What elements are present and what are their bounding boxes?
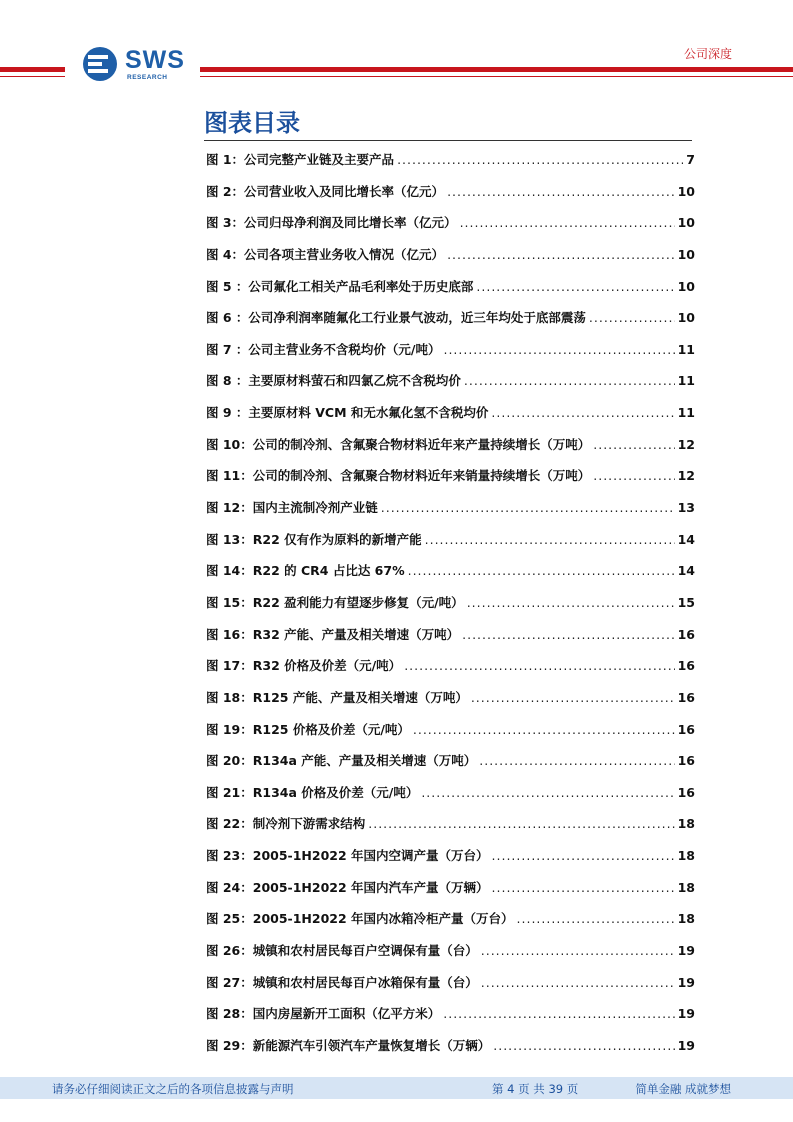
toc-entry-page: 13 bbox=[677, 500, 695, 516]
toc-entry[interactable] bbox=[206, 814, 695, 846]
toc-leader-dots bbox=[479, 753, 674, 768]
toc-entry-page: 11 bbox=[677, 373, 695, 389]
toc-entry-label: 图 14：R22 的 CR4 占比达 67% bbox=[206, 563, 405, 579]
toc-entry[interactable] bbox=[206, 1036, 695, 1068]
toc-entry-page: 10 bbox=[677, 183, 695, 199]
toc-entry[interactable] bbox=[206, 530, 695, 562]
toc-leader-dots bbox=[593, 468, 674, 483]
toc-entry-label: 图 4：公司各项主营业务收入情况（亿元） bbox=[206, 246, 445, 262]
toc-leader-dots bbox=[492, 848, 675, 863]
toc-entry[interactable] bbox=[206, 308, 695, 340]
toc-leader-dots bbox=[517, 911, 675, 926]
toc-leader-dots bbox=[464, 373, 675, 388]
toc-entry-label: 图 19：R125 价格及价差（元/吨） bbox=[206, 721, 410, 737]
toc-entry[interactable] bbox=[206, 466, 695, 498]
toc-leader-dots bbox=[460, 215, 675, 230]
toc-entry-page: 10 bbox=[677, 310, 695, 326]
toc-leader-dots bbox=[471, 690, 675, 705]
toc-entry[interactable] bbox=[206, 213, 695, 245]
toc-entry[interactable] bbox=[206, 150, 695, 182]
toc-entry-label: 图 25：2005-1H2022 年国内冰箱冷柜产量（万台） bbox=[206, 911, 514, 927]
toc-entry-page: 15 bbox=[677, 594, 695, 610]
toc-entry-label: 图 22：制冷剂下游需求结构 bbox=[206, 816, 366, 832]
toc-entry[interactable] bbox=[206, 1004, 695, 1036]
toc-leader-dots bbox=[397, 152, 683, 167]
toc-leader-dots bbox=[404, 658, 674, 673]
toc-entry-page: 16 bbox=[677, 658, 695, 674]
toc-entry-label: 图 2：公司营业收入及同比增长率（亿元） bbox=[206, 183, 445, 199]
toc-entry-label: 图 9 ：主要原材料 VCM 和无水氟化氢不含税均价 bbox=[206, 405, 489, 421]
toc-entry-page: 7 bbox=[686, 152, 695, 167]
toc-entry-page: 12 bbox=[677, 468, 695, 484]
toc-entry-page: 16 bbox=[677, 721, 695, 737]
header-thin-rule-right bbox=[200, 76, 793, 77]
toc-entry-page: 16 bbox=[677, 753, 695, 769]
logo-subtext: RESEARCH bbox=[127, 74, 168, 81]
toc-leader-dots bbox=[476, 279, 674, 294]
toc-entry-page: 19 bbox=[677, 1006, 695, 1022]
report-type-label: 公司深度 bbox=[683, 47, 732, 61]
toc-entry-label: 图 3：公司归母净利润及同比增长率（亿元） bbox=[206, 215, 457, 231]
toc-entry-label: 图 29：新能源汽车引领汽车产量恢复增长（万辆） bbox=[206, 1037, 491, 1053]
toc-entry-label: 图 28：国内房屋新开工面积（亿平方米） bbox=[206, 1006, 441, 1022]
toc-leader-dots bbox=[425, 532, 675, 547]
toc-leader-dots bbox=[421, 785, 674, 800]
toc-entry-label: 图 23：2005-1H2022 年国内空调产量（万台） bbox=[206, 848, 489, 864]
toc-entry[interactable] bbox=[206, 182, 695, 214]
toc-leader-dots bbox=[492, 880, 675, 895]
toc-entry-label: 图 26：城镇和农村居民每百户空调保有量（台） bbox=[206, 943, 478, 959]
figure-toc bbox=[206, 150, 695, 1068]
toc-entry-page: 19 bbox=[677, 1037, 695, 1053]
toc-leader-dots bbox=[381, 500, 675, 515]
toc-entry[interactable] bbox=[206, 593, 695, 625]
toc-entry[interactable] bbox=[206, 973, 695, 1005]
toc-leader-dots bbox=[447, 184, 675, 199]
toc-entry-page: 19 bbox=[677, 974, 695, 990]
toc-entry-page: 10 bbox=[677, 278, 695, 294]
toc-entry-label: 图 18：R125 产能、产量及相关增速（万吨） bbox=[206, 689, 468, 705]
toc-entry-label: 图 8 ：主要原材料萤石和四氯乙烷不含税均价 bbox=[206, 373, 461, 389]
toc-entry-page: 11 bbox=[677, 341, 695, 357]
toc-entry-page: 10 bbox=[677, 215, 695, 231]
toc-entry[interactable] bbox=[206, 783, 695, 815]
toc-entry-page: 14 bbox=[677, 531, 695, 547]
toc-entry-label: 图 27：城镇和农村居民每百户冰箱保有量（台） bbox=[206, 974, 478, 990]
toc-entry-label: 图 7 ：公司主营业务不含税均价（元/吨） bbox=[206, 341, 441, 357]
title-divider bbox=[204, 140, 692, 141]
toc-entry[interactable] bbox=[206, 435, 695, 467]
toc-leader-dots bbox=[481, 975, 675, 990]
toc-entry-page: 16 bbox=[677, 689, 695, 705]
toc-entry[interactable] bbox=[206, 688, 695, 720]
toc-entry-label: 图 17：R32 价格及价差（元/吨） bbox=[206, 658, 402, 674]
toc-leader-dots bbox=[443, 1006, 674, 1021]
toc-entry-page: 10 bbox=[677, 246, 695, 262]
toc-entry-label: 图 15：R22 盈利能力有望逐步修复（元/吨） bbox=[206, 594, 464, 610]
toc-leader-dots bbox=[491, 405, 674, 420]
toc-entry-label: 图 16：R32 产能、产量及相关增速（万吨） bbox=[206, 626, 460, 642]
header-rule-left bbox=[0, 67, 65, 72]
toc-entry[interactable] bbox=[206, 403, 695, 435]
toc-entry-label: 图 13：R22 仅有作为原料的新增产能 bbox=[206, 531, 422, 547]
toc-entry[interactable] bbox=[206, 340, 695, 372]
footer-page-number: 第 4 页 共 39 页 bbox=[492, 1082, 579, 1096]
toc-leader-dots bbox=[589, 310, 675, 325]
toc-entry[interactable] bbox=[206, 561, 695, 593]
toc-entry-label: 图 1：公司完整产业链及主要产品 bbox=[206, 152, 395, 167]
toc-entry-label: 图 24：2005-1H2022 年国内汽车产量（万辆） bbox=[206, 879, 489, 895]
header-thin-rule-left bbox=[0, 76, 65, 77]
toc-entry-label: 图 5 ：公司氟化工相关产品毛利率处于历史底部 bbox=[206, 278, 474, 294]
toc-leader-dots bbox=[413, 722, 675, 737]
toc-leader-dots bbox=[593, 437, 674, 452]
toc-entry[interactable] bbox=[206, 846, 695, 878]
toc-entry-label: 图 20：R134a 产能、产量及相关增速（万吨） bbox=[206, 753, 477, 769]
page-title: 图表目录 bbox=[204, 109, 300, 137]
toc-entry[interactable] bbox=[206, 371, 695, 403]
toc-entry-page: 19 bbox=[677, 943, 695, 959]
toc-entry-label: 图 10：公司的制冷剂、含氟聚合物材料近年来产量持续增长（万吨） bbox=[206, 436, 591, 452]
toc-entry[interactable] bbox=[206, 625, 695, 657]
toc-leader-dots bbox=[462, 627, 674, 642]
toc-entry[interactable] bbox=[206, 878, 695, 910]
toc-leader-dots bbox=[481, 943, 675, 958]
toc-entry-page: 18 bbox=[677, 816, 695, 832]
toc-entry-page: 18 bbox=[677, 911, 695, 927]
toc-entry[interactable] bbox=[206, 941, 695, 973]
toc-entry-page: 14 bbox=[677, 563, 695, 579]
toc-entry[interactable] bbox=[206, 277, 695, 309]
toc-entry-page: 16 bbox=[677, 784, 695, 800]
toc-leader-dots bbox=[408, 563, 675, 578]
toc-leader-dots bbox=[368, 816, 674, 831]
toc-entry-label: 图 11：公司的制冷剂、含氟聚合物材料近年来销量持续增长（万吨） bbox=[206, 468, 591, 484]
footer-disclaimer: 请务必仔细阅读正文之后的各项信息披露与声明 bbox=[52, 1082, 294, 1096]
toc-leader-dots bbox=[467, 595, 675, 610]
toc-entry-page: 18 bbox=[677, 879, 695, 895]
toc-entry[interactable] bbox=[206, 909, 695, 941]
toc-entry[interactable] bbox=[206, 498, 695, 530]
toc-leader-dots bbox=[447, 247, 675, 262]
toc-entry-label: 图 6 ：公司净利润率随氟化工行业景气波动，近三年均处于底部震荡 bbox=[206, 310, 586, 326]
toc-entry-label: 图 12：国内主流制冷剂产业链 bbox=[206, 500, 378, 516]
toc-entry-page: 11 bbox=[677, 405, 695, 421]
toc-leader-dots bbox=[493, 1038, 674, 1053]
footer-slogan: 简单金融 成就梦想 bbox=[635, 1082, 731, 1096]
toc-entry[interactable] bbox=[206, 656, 695, 688]
toc-leader-dots bbox=[443, 342, 674, 357]
toc-entry-label: 图 21：R134a 价格及价差（元/吨） bbox=[206, 784, 419, 800]
toc-entry[interactable] bbox=[206, 720, 695, 752]
toc-entry-page: 16 bbox=[677, 626, 695, 642]
logo-text: SWS bbox=[125, 46, 185, 74]
toc-entry-page: 12 bbox=[677, 436, 695, 452]
toc-entry[interactable] bbox=[206, 751, 695, 783]
toc-entry-page: 18 bbox=[677, 848, 695, 864]
header-rule-right bbox=[200, 67, 793, 72]
toc-entry[interactable] bbox=[206, 245, 695, 277]
